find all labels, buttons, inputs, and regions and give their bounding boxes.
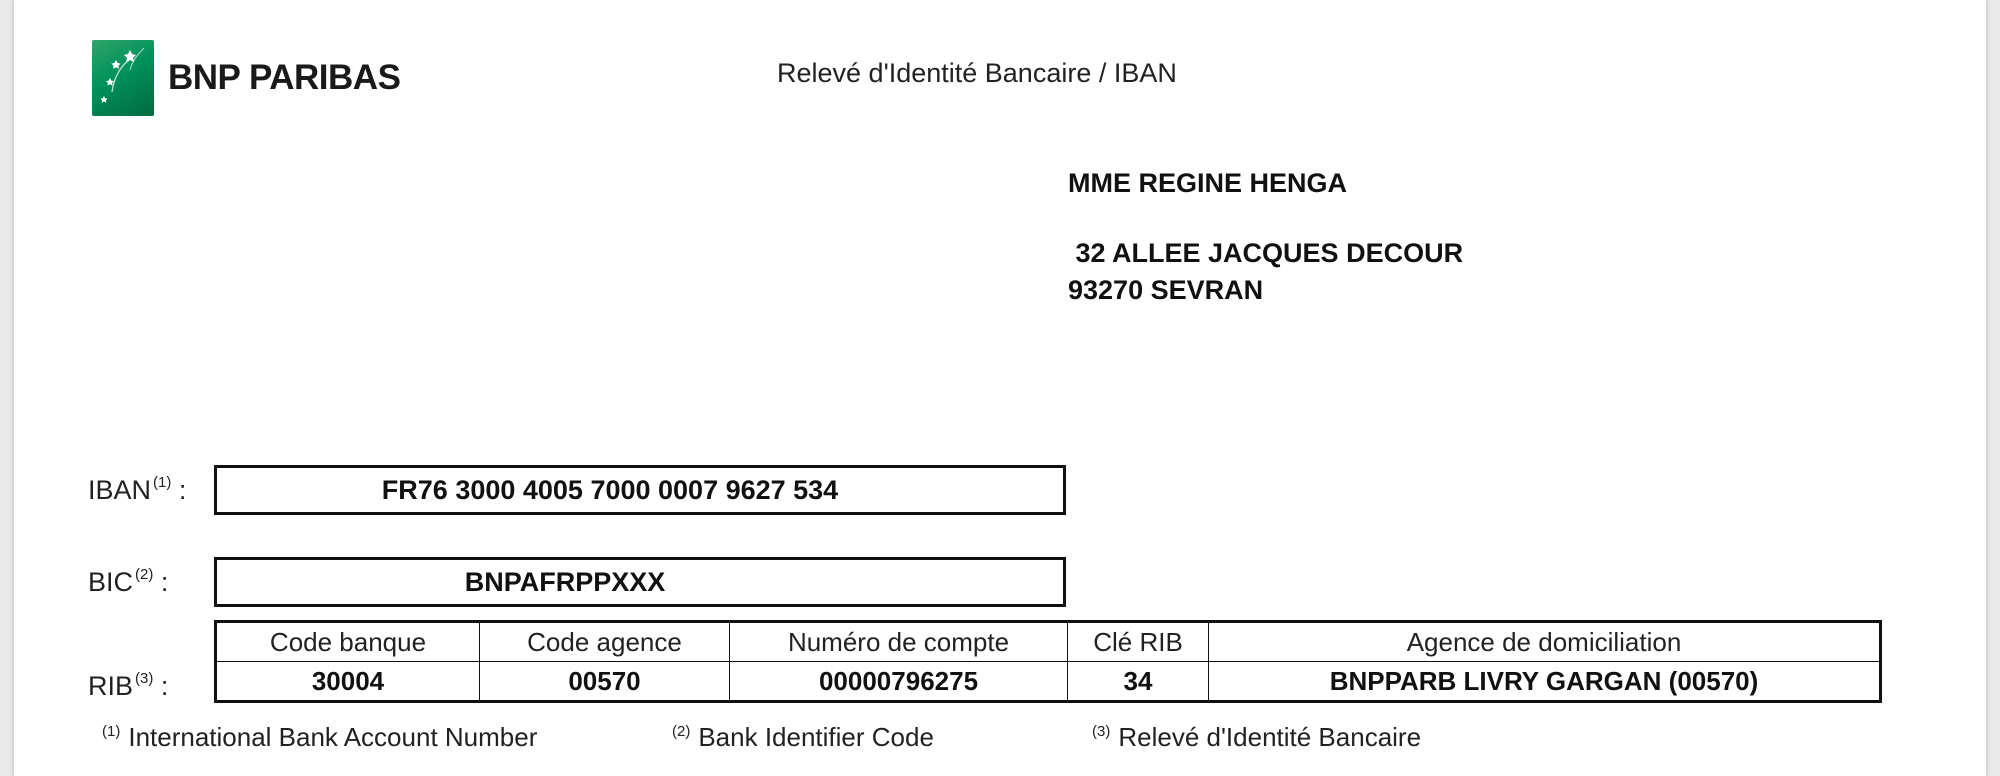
iban-value: FR76 3000 4005 7000 0007 9627 534 [381, 474, 839, 505]
bic-label-text: BIC [88, 567, 134, 597]
iban-box [214, 465, 1066, 515]
iban-colon: : [178, 475, 187, 505]
bank-logo [92, 40, 400, 116]
value-code-agence: 00570 [480, 662, 730, 702]
document-page [14, 0, 1986, 776]
footnote-1-text: International Bank Account Number [128, 722, 538, 752]
rib-footnote-ref: (3) [135, 670, 154, 687]
rib-header-row [216, 622, 1881, 662]
brand-name: BNP PARIBAS [168, 58, 401, 97]
header-cle-rib: Clé RIB [1068, 622, 1209, 662]
bic-footnote-ref: (2) [135, 566, 154, 583]
footnote-2 [672, 722, 934, 753]
rib-table [214, 620, 1882, 703]
value-code-banque: 30004 [216, 662, 480, 702]
footnote-3 [1092, 722, 1421, 753]
header-agence-domiciliation: Agence de domiciliation [1209, 622, 1881, 662]
recipient-address-line1: 32 ALLEE JACQUES DECOUR [1068, 238, 1464, 268]
footnote-1 [102, 722, 537, 753]
footnote-1-num: (1) [102, 723, 121, 740]
bic-value: BNPAFRPPXXX [464, 566, 666, 597]
header-numero-compte: Numéro de compte [730, 622, 1068, 662]
rib-colon: : [160, 671, 169, 701]
iban-label-text: IBAN [88, 475, 152, 505]
bic-colon: : [160, 567, 169, 597]
header-code-banque: Code banque [216, 622, 480, 662]
rib-label-text: RIB [88, 671, 134, 701]
value-numero-compte: 00000796275 [730, 662, 1068, 702]
rib-value-row [216, 662, 1881, 702]
recipient-name: MME REGINE HENGA [1068, 168, 1348, 198]
bic-box [214, 557, 1066, 607]
recipient-address-line2: 93270 SEVRAN [1068, 275, 1264, 305]
footnote-3-num: (3) [1092, 723, 1111, 740]
value-cle-rib: 34 [1068, 662, 1209, 702]
header-code-agence: Code agence [480, 622, 730, 662]
iban-footnote-ref: (1) [153, 474, 172, 491]
bnp-stars-logo-icon [92, 40, 154, 116]
rib-label [88, 670, 168, 702]
footnote-2-num: (2) [672, 723, 691, 740]
value-agence-domiciliation: BNPPARB LIVRY GARGAN (00570) [1209, 662, 1881, 702]
document-title: Relevé d'Identité Bancaire / IBAN [777, 58, 1177, 88]
footnote-2-text: Bank Identifier Code [698, 722, 934, 752]
bic-label [88, 566, 168, 598]
iban-label [88, 474, 186, 506]
footnote-3-text: Relevé d'Identité Bancaire [1118, 722, 1422, 752]
